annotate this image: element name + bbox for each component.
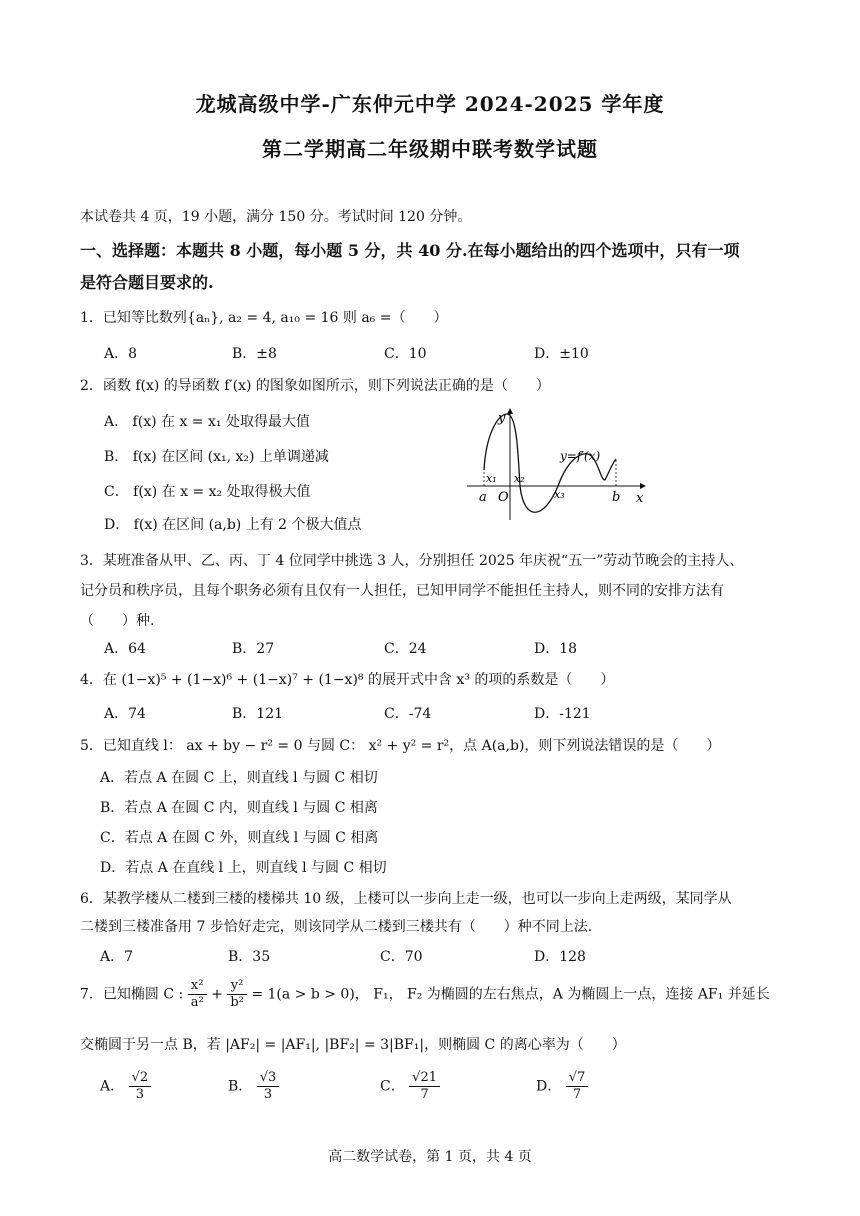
q3-stem-line3: （ ）种. [80, 613, 155, 629]
q2-option-c: C． f(x) 在 x = x₂ 处取得极大值 [104, 484, 311, 500]
q5-stem: 5．已知直线 l： ax + by − r² = 0 与圆 C： x² + y² = r²，点 A(a,b)，则下列说法错误的是（ ） [80, 738, 721, 754]
q5-option-c: C．若点 A 在圆 C 外，则直线 l 与圆 C 相离 [100, 830, 379, 846]
q2-derivative-graph [462, 404, 652, 524]
q7-stem-suffix: = 1(a > b > 0)， F₁， F₂ 为椭圆的左右焦点，A 为椭圆上一点，连接 AF₁ 并延长 [251, 986, 770, 1003]
q7-stem-line1 [80, 978, 770, 1011]
q4-option-a: A．74 [104, 706, 146, 722]
q6-option-a: A．7 [100, 949, 134, 965]
q2-option-d: D． f(x) 在区间 (a,b) 上有 2 个极大值点 [104, 517, 362, 533]
q7-frac1-num: x² [188, 978, 207, 995]
q6-stem-line1: 6．某教学楼从二楼到三楼的楼梯共 10 级，上楼可以一步向上走一级，也可以一步向上走两级，某同学从 [80, 891, 732, 907]
graph-a-label: a [479, 490, 487, 505]
q7-option-b-num: √3 [257, 1070, 280, 1087]
q7-option-a-letter: A． [100, 1078, 125, 1095]
graph-x-label: x [636, 491, 644, 506]
q2-stem: 2．函数 f(x) 的导函数 f′(x) 的图象如图所示，则下列说法正确的是（ ） [80, 378, 550, 394]
q6-option-d: D．128 [534, 949, 586, 965]
graph-curve-label: y=f′(x) [560, 449, 601, 463]
graph-b-label: b [612, 490, 621, 505]
q3-option-d: D．18 [534, 641, 578, 657]
q3-stem-line2: 记分员和秩序员，且每个职务必须有且仅有一人担任，已知甲同学不能担任主持人，则不同的安排方法有 [80, 583, 724, 599]
y-axis-arrow [507, 408, 513, 414]
q3-option-c: C．24 [384, 641, 427, 657]
q7-option-a-fraction [129, 1070, 152, 1103]
q7-option-b-fraction [257, 1070, 280, 1103]
q7-plus: + [211, 986, 223, 1003]
q1-option-d: D．±10 [534, 346, 589, 362]
q7-option-c [380, 1070, 440, 1103]
q1-stem: 1．已知等比数列{aₙ}, a₂ = 4, a₁₀ = 16 则 a₆ =（ ） [80, 310, 448, 326]
page-footer: 高二数学试卷，第 1 页，共 4 页 [328, 1149, 532, 1165]
q7-option-c-den: 7 [420, 1087, 429, 1102]
q6-option-c: C．70 [380, 949, 423, 965]
q7-frac2-num: y² [227, 978, 247, 995]
exam-title-line1: 龙城高级中学-广东仲元中学 2024-2025 学年度 [195, 92, 665, 116]
exam-title-line2: 第二学期高二年级期中联考数学试题 [262, 137, 598, 161]
q5-option-a: A．若点 A 在圆 C 上，则直线 l 与圆 C 相切 [100, 770, 378, 786]
q7-option-c-letter: C． [380, 1078, 405, 1095]
section-heading-line1: 一、选择题：本题共 8 小题，每小题 5 分，共 40 分.在每小题给出的四个选项中，只有一项 [80, 241, 740, 260]
q4-stem: 4．在 (1−x)⁵ + (1−x)⁶ + (1−x)⁷ + (1−x)⁸ 的展开式中含 x³ 的项的系数是（ ） [80, 672, 615, 688]
q7-fraction-y [227, 978, 247, 1011]
exam-intro: 本试卷共 4 页，19 小题，满分 150 分。考试时间 120 分钟。 [80, 209, 472, 225]
q1-option-b: B．±8 [232, 346, 277, 362]
q7-option-b [228, 1070, 279, 1103]
q4-option-b: B．121 [232, 706, 284, 722]
graph-x1-label: x₁ [486, 472, 497, 485]
q7-option-d-letter: D． [536, 1078, 562, 1095]
q7-frac1-den: a² [190, 995, 204, 1010]
q7-option-c-fraction [409, 1070, 440, 1103]
q7-option-c-num: √21 [409, 1070, 440, 1087]
q7-option-d-den: 7 [572, 1087, 582, 1102]
q7-option-b-den: 3 [263, 1087, 273, 1102]
q1-option-c: C．10 [384, 346, 427, 362]
q5-option-d: D．若点 A 在直线 l 上，则直线 l 与圆 C 相切 [100, 860, 387, 876]
q7-stem-line2: 交椭圆于另一点 B，若 |AF₂| = |AF₁|, |BF₂| = 3|BF₁|，则椭圆 C 的离心率为（ ） [80, 1037, 626, 1053]
graph-y-label: y [498, 411, 506, 426]
x-axis-arrow [640, 483, 646, 489]
q7-frac2-den: b² [230, 995, 244, 1010]
section-heading-line2: 是符合题目要求的. [80, 273, 214, 292]
q3-stem-line1: 3．某班准备从甲、乙、丙、丁 4 位同学中挑选 3 人，分别担任 2025 年庆祝“五一”劳动节晚会的主持人、 [80, 553, 744, 569]
q6-stem-line2: 二楼到三楼准备用 7 步恰好走完，则该同学从二楼到三楼共有（ ）种不同上法. [80, 919, 593, 935]
q7-option-a-den: 3 [135, 1087, 144, 1102]
q3-option-a: A．64 [104, 641, 146, 657]
q7-stem-prefix: 7．已知椭圆 C : [80, 986, 184, 1003]
q4-option-d: D．-121 [534, 706, 591, 722]
graph-x2-label: x₂ [514, 472, 525, 485]
q7-option-d-num: √7 [566, 1070, 589, 1087]
q5-option-b: B．若点 A 在圆 C 内，则直线 l 与圆 C 相离 [100, 800, 378, 816]
q7-fraction-x [188, 978, 207, 1011]
q7-option-d [536, 1070, 588, 1103]
graph-x3-label: x₃ [554, 488, 565, 501]
q2-option-a: A． f(x) 在 x = x₁ 处取得最大值 [104, 414, 310, 430]
q7-option-d-fraction [566, 1070, 589, 1103]
q4-option-c: C．-74 [384, 706, 432, 722]
graph-origin-label: O [498, 490, 509, 505]
q2-option-b: B． f(x) 在区间 (x₁, x₂) 上单调递减 [104, 449, 329, 465]
q7-option-a-num: √2 [129, 1070, 152, 1087]
q6-option-b: B．35 [228, 949, 271, 965]
q1-option-a: A．8 [104, 346, 138, 362]
q7-option-a [100, 1070, 151, 1103]
q7-option-b-letter: B． [228, 1078, 253, 1095]
q3-option-b: B．27 [232, 641, 275, 657]
